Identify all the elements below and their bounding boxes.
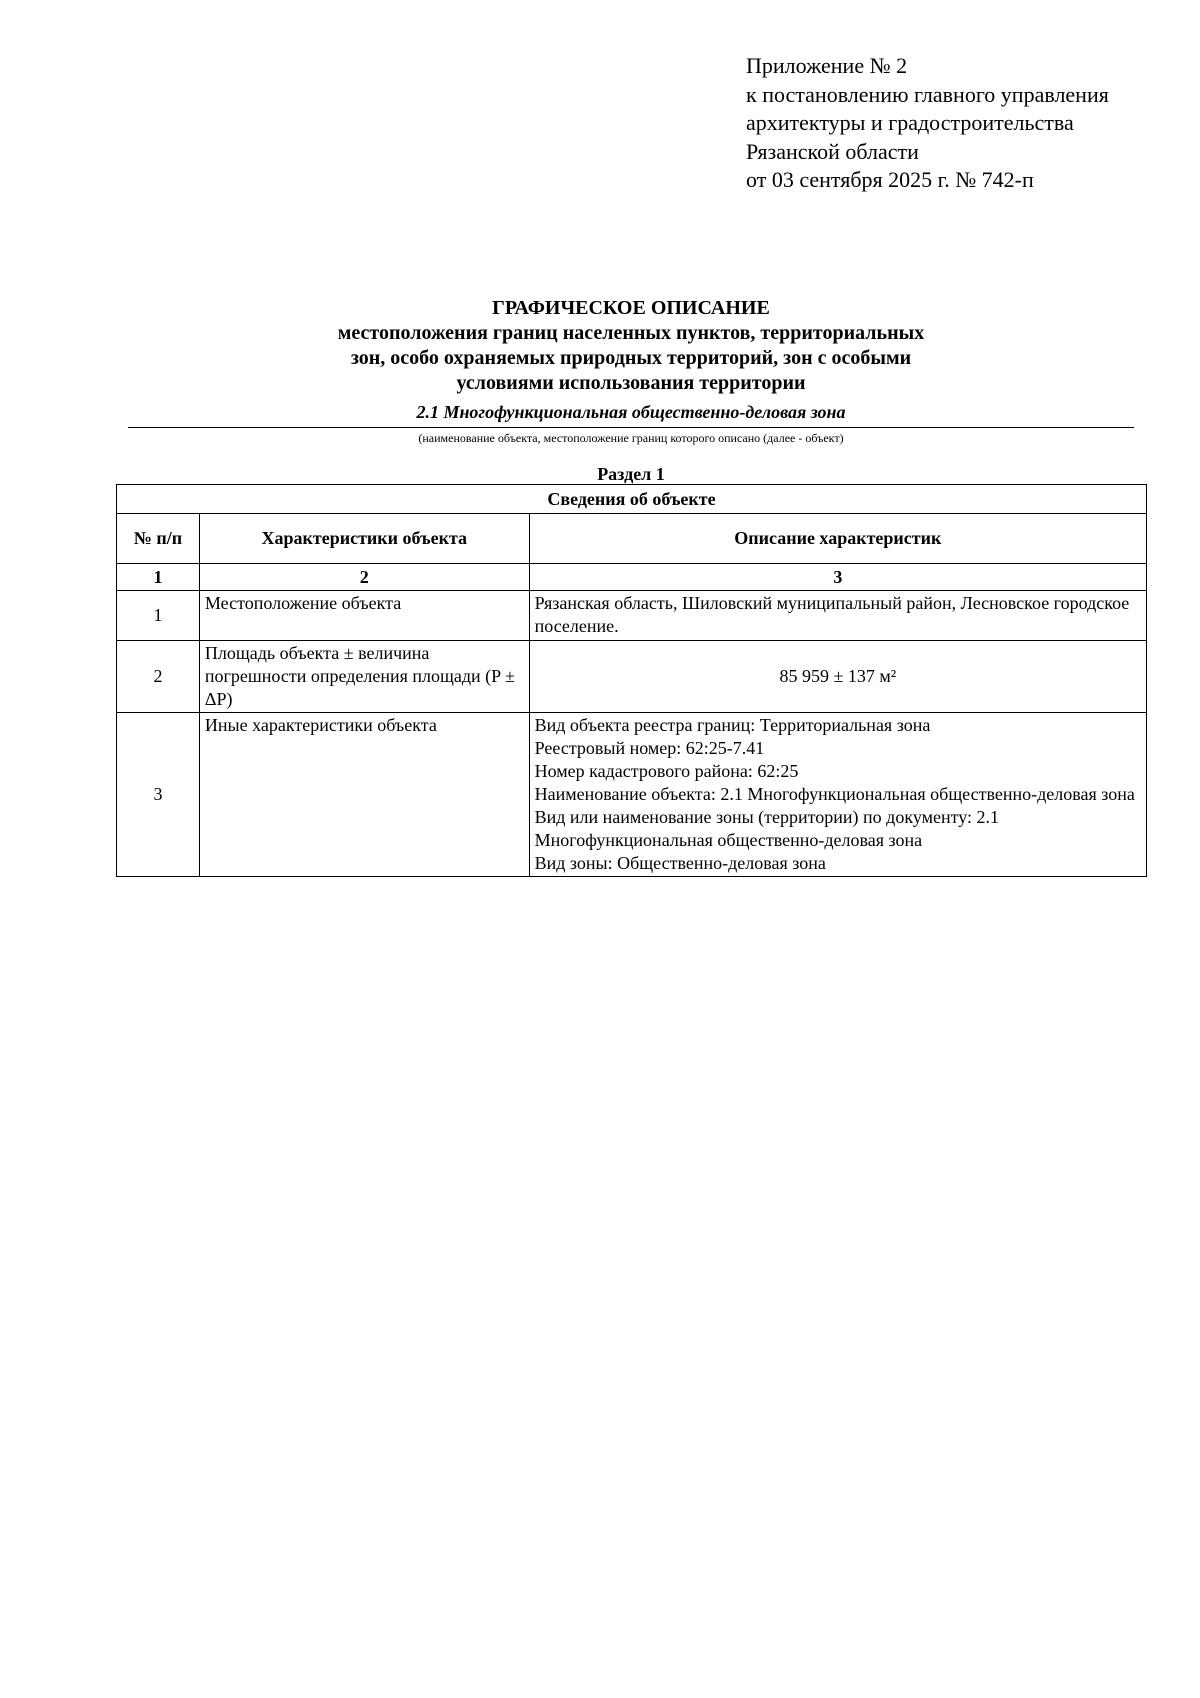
object-name-underline	[128, 427, 1134, 428]
description-line: Вид объекта реестра границ: Территориальная зона	[534, 715, 931, 735]
column-number: 2	[199, 564, 529, 591]
annex-line: архитектуры и градостроительства	[746, 110, 1074, 135]
annex-line: Приложение № 2	[746, 53, 908, 78]
row-characteristic: Местоположение объекта	[199, 591, 529, 641]
row-characteristic: Иные характеристики объекта	[199, 713, 529, 877]
document-title	[128, 296, 1134, 396]
annex-line: от 03 сентября 2025 г. № 742-п	[746, 167, 1034, 192]
column-number: 1	[117, 564, 200, 591]
description-line: Номер кадастрового района: 62:25	[534, 761, 799, 781]
document-title-line: зон, особо охраняемых природных территорий, зон с особыми	[350, 347, 912, 369]
table-row	[117, 713, 1147, 877]
header-description: Описание характеристик	[529, 514, 1146, 564]
table-row	[117, 591, 1147, 641]
table-row	[117, 641, 1147, 713]
row-num: 1	[117, 591, 200, 641]
header-characteristic: Характеристики объекта	[199, 514, 529, 564]
table-header-row	[117, 514, 1147, 564]
table-caption-row	[117, 485, 1147, 514]
document-title-line: условиями использования территории	[456, 372, 806, 394]
annex-block	[746, 52, 1166, 195]
row-characteristic: Площадь объекта ± величина погрешности определения площади (P ± ΔP)	[199, 641, 529, 713]
object-info-table	[116, 484, 1147, 877]
annex-line: Рязанской области	[746, 138, 919, 164]
row-num: 2	[117, 641, 200, 713]
row-description: 85 959 ± 137 м²	[529, 641, 1146, 713]
object-name: 2.1 Многофункциональная общественно-деловая зона	[416, 402, 846, 422]
section-title: Раздел 1	[597, 464, 665, 484]
description-line: Вид или наименование зоны (территории) по документу: 2.1 Многофункциональная общественно-деловая зона	[534, 807, 999, 850]
annex-line: к постановлению главного управления	[746, 81, 1109, 107]
row-description	[529, 713, 1146, 877]
column-numbers-row	[117, 564, 1147, 591]
document-title-line: местоположения границ населенных пунктов, территориальных	[337, 322, 925, 344]
description-line: Наименование объекта: 2.1 Многофункциональная общественно-деловая зона	[534, 784, 1135, 804]
row-num: 3	[117, 713, 200, 877]
document-title-main: ГРАФИЧЕСКОЕ ОПИСАНИЕ	[492, 297, 770, 319]
column-number: 3	[529, 564, 1146, 591]
row-description: Рязанская область, Шиловский муниципальный район, Лесновское городское поселение.	[529, 591, 1146, 641]
description-line: Вид зоны: Общественно-деловая зона	[534, 853, 826, 873]
header-num: № п/п	[117, 514, 200, 564]
object-name-hint: (наименование объекта, местоположение границ которого описано (далее - объект)	[418, 431, 844, 445]
description-line: Реестровый номер: 62:25-7.41	[534, 738, 765, 758]
table-caption: Сведения об объекте	[117, 485, 1147, 514]
